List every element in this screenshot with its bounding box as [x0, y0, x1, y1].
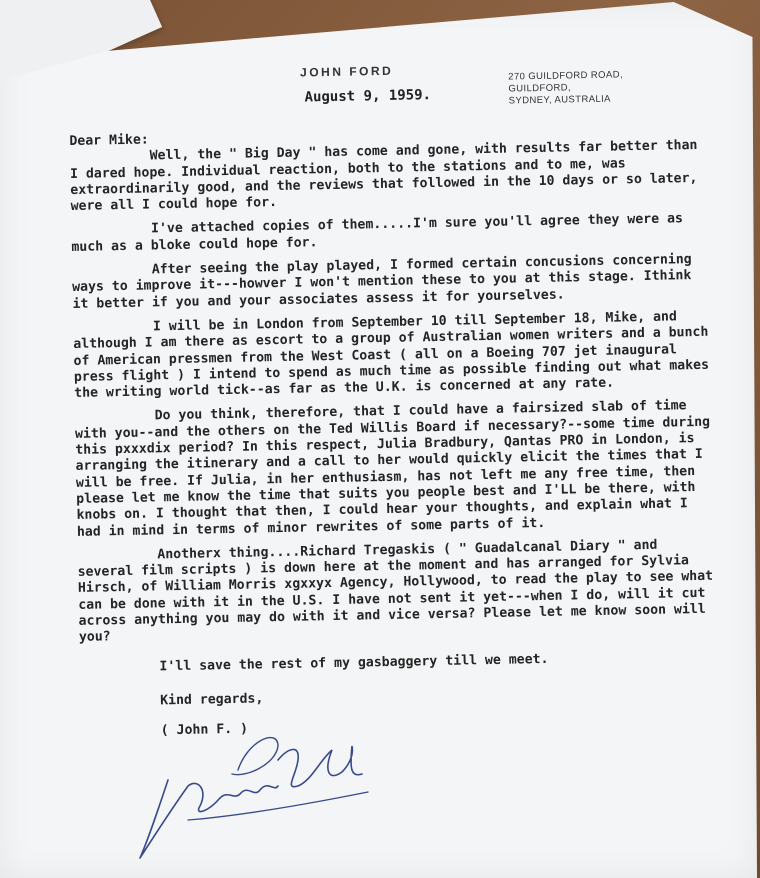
address-line: GUILDFORD,	[508, 82, 572, 95]
closing-line: I'll save the rest of my gasbaggery till we meet.	[159, 651, 549, 674]
paragraph: Well, the " Big Day " has come and gone, with results far better than I dared hope. Individual reaction, both to the stations and to me, was extraordinarily good, and the reviews that followed in the 10 days or so later, were all I could hope for.	[69, 138, 706, 215]
letter-date: August 9, 1959.	[304, 87, 432, 106]
paragraph: Anotherx thing....Richard Tregaskis ( " Guadalcanal Diary " and several film scripts ) is down here at the moment and has arranged for Sylvia Hirsch, of William Morris xgxxyx Agency, Hollywood, to read the play to see what can be done with it in the U.S. I have not sent it yet---when I do, will it cut across anything you may do with it and vice versa? Please let me know soon will you?	[77, 537, 722, 646]
letter-sheet	[68, 58, 721, 742]
typed-name: ( John F. )	[160, 721, 249, 739]
handwritten-signature	[128, 720, 388, 870]
regards: Kind regards,	[159, 691, 264, 709]
letterhead-name: JOHN FORD	[299, 63, 394, 80]
salutation: Dear Mike:	[69, 132, 149, 149]
address-line: 270 GUILDFORD ROAD,	[508, 69, 624, 83]
letter-body	[69, 122, 721, 742]
letterhead	[68, 58, 709, 134]
paragraph: Do you think, therefore, that I could have a fairsized slab of time with you--and the others on the Ted Willis Board if necessary?--some time during this pxxxdix period? In this respect, Julia Bradbury, Qantas PRO in London, is arranging the itinerary and a call to her would quickly elicit the times that I will be free. If Julia, in her enthusiasm, has not left me any free time, then please let me know the time that suits you people best and I'LL be there, with knobs on. I thought that then, I could hear your thoughts, and explain what I had in mind in terms of minor rewrites of some parts of it.	[74, 398, 719, 540]
paragraph: I've attached copies of them.....I'm sure you'll agree they were as much as a bloke could hope for.	[71, 211, 692, 255]
paragraph: I will be in London from September 10 till September 18, Mike, and although I am there as escort to a group of Australian women writers and a bunch of American pressmen from the West Coast ( all on a Boeing 707 jet inaugural press flight ) I intend to spend as much time as possible finding out what makes the writing world tick--as far as the U.K. is concerned at any rate.	[73, 309, 718, 402]
letterhead-address	[508, 69, 623, 107]
address-line: SYDNEY, AUSTRALIA	[508, 93, 611, 107]
paragraph: After seeing the play played, I formed certain concusions concerning ways to improve it---howver I won't mention these to you at this stage. Ithink it better if you and your associates assess it for yourselves.	[72, 251, 700, 312]
